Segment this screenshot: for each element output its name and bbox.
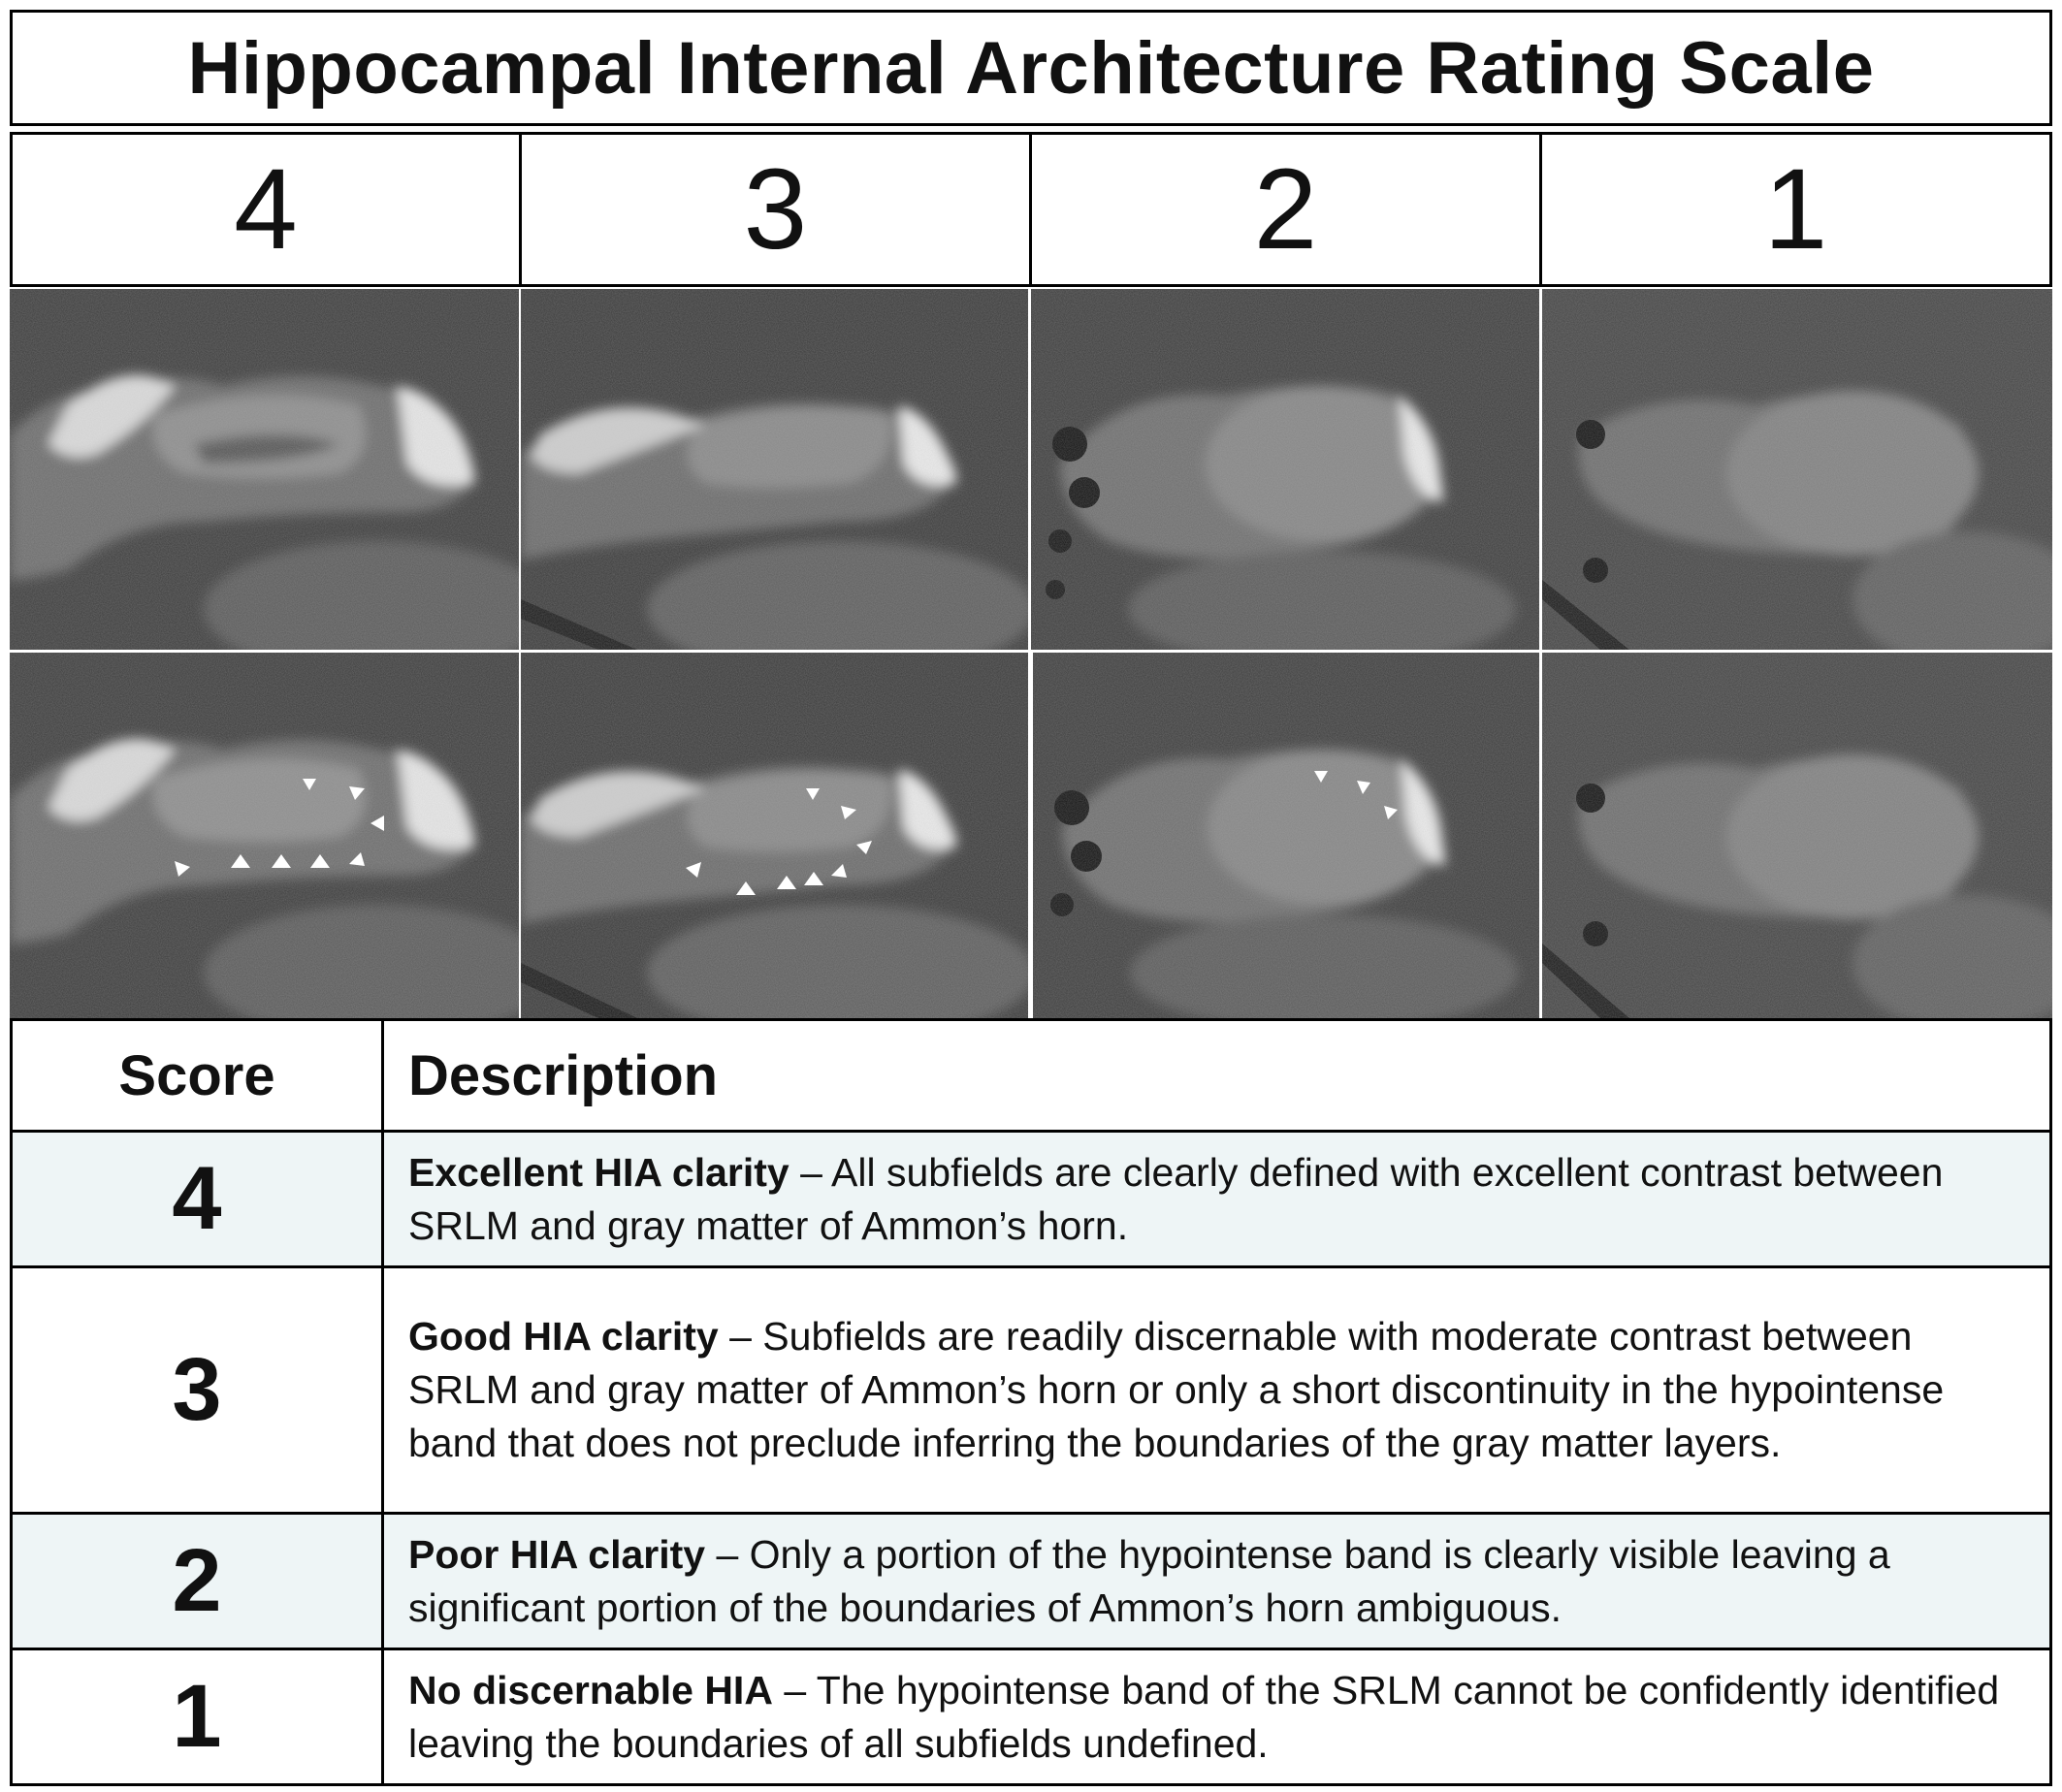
- row-text: Only a portion of the hypointense band is clearly visible leaving a significant portion of the boundaries of Ammon’s horn ambiguous.: [408, 1531, 1890, 1630]
- mri-image-score-3-annotated: [521, 653, 1028, 1018]
- score-header-3: 3: [519, 132, 1032, 287]
- score-header-4: 4: [10, 132, 522, 287]
- mri-image-score-2-annotated: [1033, 653, 1539, 1018]
- table-row: [10, 1650, 2052, 1786]
- row-description: [408, 1664, 2030, 1771]
- row-dash: –: [705, 1531, 750, 1577]
- mri-image-score-4-plain: [10, 289, 519, 650]
- table-header-row: [10, 1018, 2052, 1133]
- score-column-header: Score: [13, 1021, 384, 1130]
- figure-title-box: [10, 10, 2052, 126]
- mri-image-score-4-annotated: [10, 653, 519, 1018]
- row-label: Excellent HIA clarity: [408, 1149, 789, 1195]
- mri-image-score-2-plain: [1031, 289, 1539, 650]
- row-description: [408, 1310, 2030, 1470]
- row-text: All subfields are clearly defined with excellent contrast between SRLM and gray matter of Ammon’s horn.: [408, 1149, 1944, 1248]
- row-description: [408, 1146, 2030, 1253]
- row-score: 4: [13, 1133, 384, 1265]
- mri-image-score-1-annotated: [1542, 653, 2052, 1018]
- score-header-1: 1: [1539, 132, 2052, 287]
- score-header-2: 2: [1029, 132, 1542, 287]
- table-row: [10, 1133, 2052, 1268]
- row-description: [408, 1528, 2030, 1635]
- row-label: Good HIA clarity: [408, 1314, 719, 1359]
- figure-title: Hippocampal Internal Architecture Rating Scale: [187, 26, 1875, 110]
- row-score: 2: [13, 1515, 384, 1648]
- row-label: No discernable HIA: [408, 1667, 773, 1712]
- mri-image-score-1-plain: [1542, 289, 2052, 650]
- row-dash: –: [772, 1667, 817, 1712]
- table-row: [10, 1268, 2052, 1515]
- rating-table: [10, 1018, 2052, 1788]
- row-dash: –: [718, 1314, 763, 1359]
- row-text: Subfields are readily discernable with moderate contrast between SRLM and gray matter of Ammon’s horn or only a short discontinuity in the hypointense band that does not preclude inferring the boundaries of the gray matter layers.: [408, 1314, 1945, 1465]
- row-score: 3: [13, 1268, 384, 1512]
- row-score: 1: [13, 1650, 384, 1783]
- row-label: Poor HIA clarity: [408, 1531, 706, 1577]
- row-dash: –: [789, 1149, 832, 1195]
- description-column-header: Description: [408, 1043, 719, 1107]
- table-row: [10, 1515, 2052, 1650]
- row-text: The hypointense band of the SRLM cannot be confidently identified leaving the boundaries of all subfields undefined.: [408, 1667, 2000, 1766]
- mri-image-score-3-plain: [521, 289, 1028, 650]
